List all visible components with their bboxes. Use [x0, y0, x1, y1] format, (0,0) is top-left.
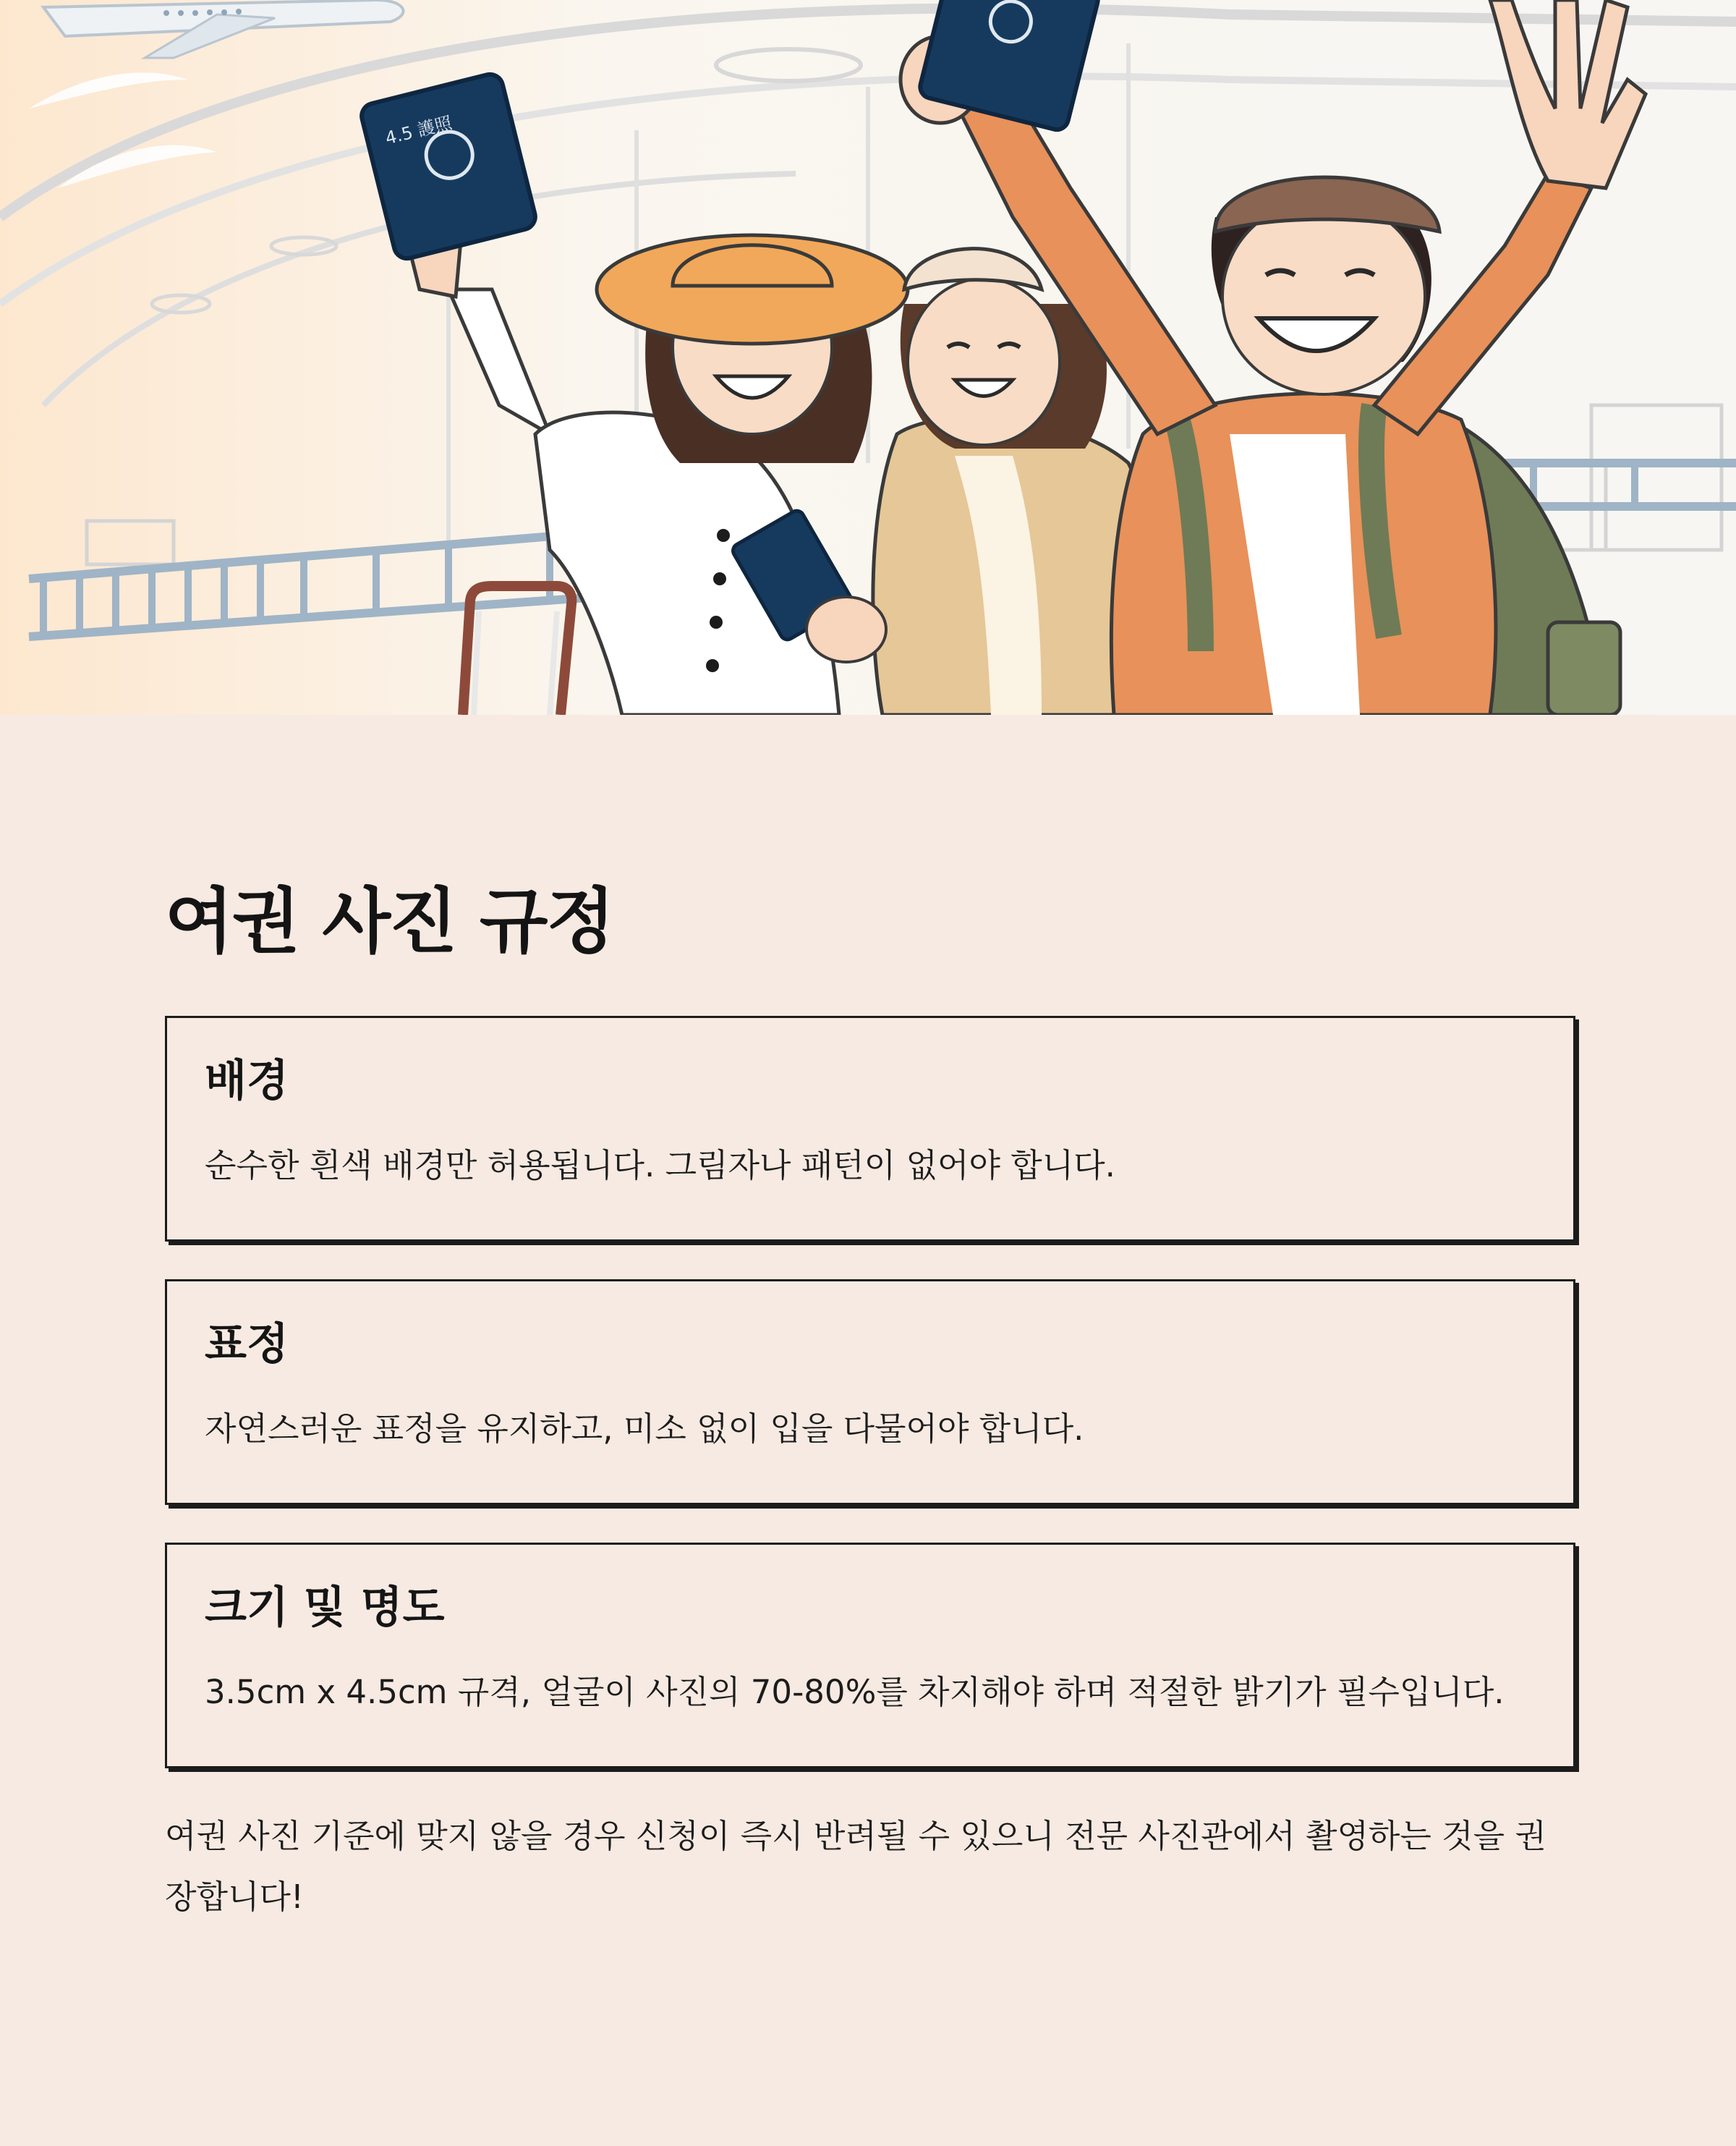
hero-illustration [0, 0, 1736, 715]
rule-card-expression [165, 1279, 1575, 1505]
rule-description: 자연스러운 표정을 유지하고, 미소 없이 입을 다물어야 합니다. [205, 1409, 1084, 1448]
travelers-illustration [0, 0, 1736, 715]
rule-description: 3.5cm x 4.5cm 규격, 얼굴이 사진의 70-80%를 차지해야 하며 적절한 밝기가 필수입니다. [205, 1673, 1505, 1711]
rules-list [165, 1016, 1575, 1768]
rule-title: 표정 [205, 1319, 289, 1370]
content-section [0, 715, 1575, 1927]
page-title: 여권 사진 규정 [165, 881, 614, 963]
rule-card-size-brightness [165, 1543, 1575, 1768]
footer-note: 여권 사진 기준에 맞지 않을 경우 신청이 즉시 반려될 수 있으니 전문 사진관에서 촬영하는 것을 권장합니다! [165, 1817, 1546, 1916]
rule-card-background [165, 1016, 1575, 1242]
svg-text:4.5 護照: 4.5 護照 [383, 112, 454, 149]
rule-description: 순수한 흰색 배경만 허용됩니다. 그림자나 패턴이 없어야 합니다. [205, 1146, 1115, 1184]
rule-title: 크기 및 명도 [205, 1582, 445, 1633]
rule-title: 배경 [205, 1056, 289, 1106]
